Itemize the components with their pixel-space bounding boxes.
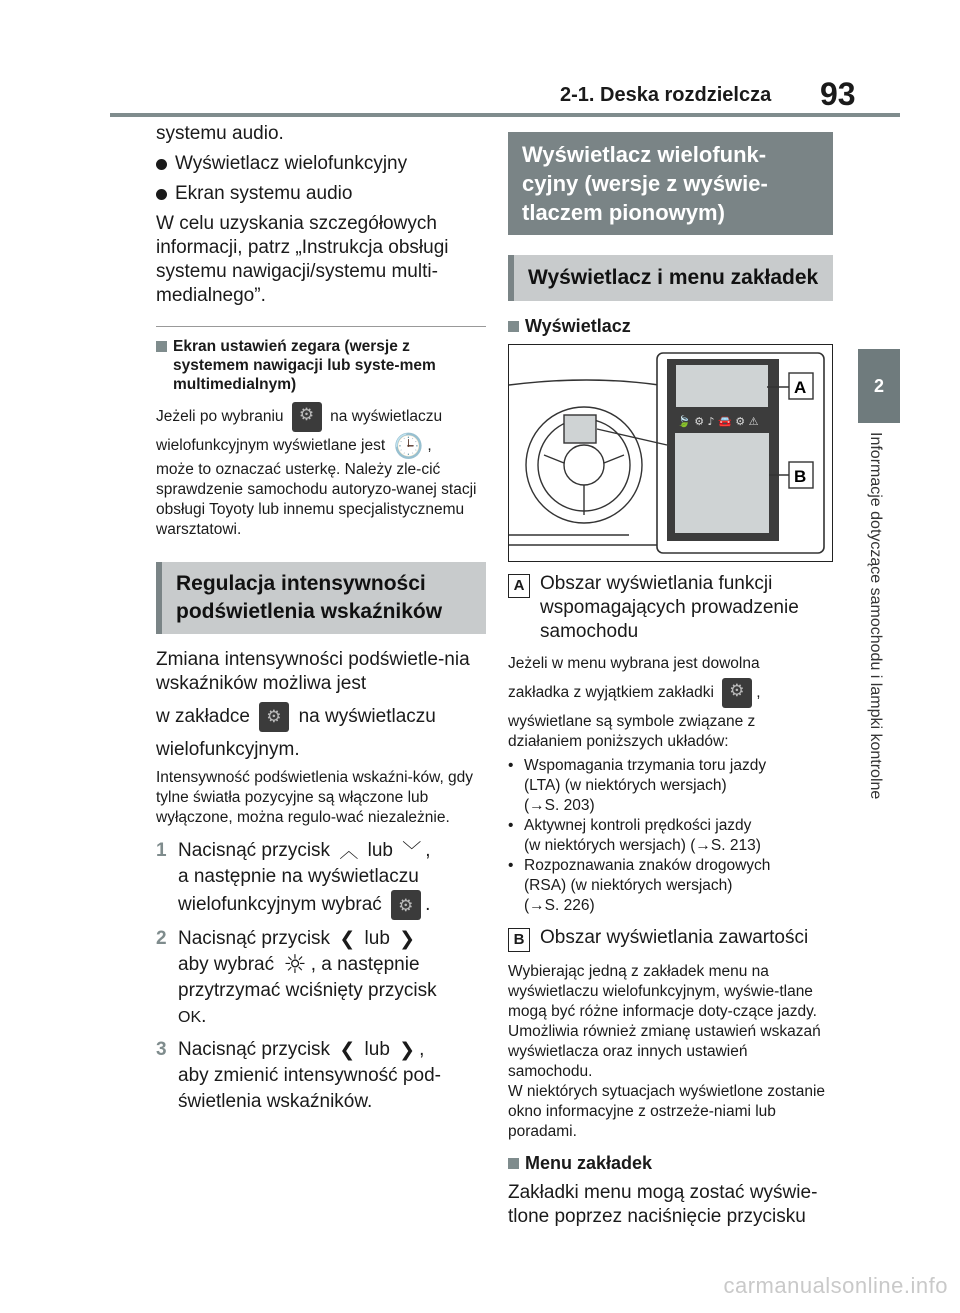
chevron-left-icon: ❮ xyxy=(339,1039,356,1062)
paragraph: wyświetlane są symbole związane z działaniem poniższych układów: xyxy=(508,713,756,750)
bullet-item: Wyświetlacz wielofunkcyjny xyxy=(156,152,486,176)
header-rule xyxy=(110,113,900,117)
clock-settings-icon: 🕒 xyxy=(393,432,424,460)
bullet-icon xyxy=(156,159,167,170)
step-2: 2 Nacisnąć przycisk ❮ lub ❯ aby wybrać ☼ , a następnie przytrzymać wciśnięty przycisk OK. xyxy=(156,928,437,1028)
paragraph: może to oznaczać usterkę. Należy zle-cić sprawdzenie samochodu autoryzo-wanej stacji obsługi Toyoty lub innemu specjalistycznemu warsztatowi. xyxy=(156,461,477,539)
paragraph: W celu uzyskania szczegółowych informacji, patrz „Instrukcja obsługi systemu nawigacji/systemu multi-medialnego”. xyxy=(156,213,449,306)
square-bullet-icon xyxy=(508,1158,519,1169)
paragraph: Intensywność podświetlenia wskaźni-ków, gdy tylne światła pozycyjne są włączone lub wyłączone, można regulo-wać niezależnie. xyxy=(156,769,474,827)
list-item: • Aktywnej kontroli prędkości jazdy xyxy=(508,817,752,834)
chevron-right-icon: ❯ xyxy=(399,1039,416,1062)
ok-button-label: OK xyxy=(178,1009,202,1027)
paragraph: Wybierając jedną z zakładek menu na wyświetlaczu wielofunkcyjnym, wyświe-tlane mogą być różne informacje doty-czące jazdy. Umożliwia również zmianę ustawień wskazań wyświetlacza oraz innych ustawień samochodu. xyxy=(508,963,821,1080)
subheading: Menu zakładek xyxy=(508,1154,833,1173)
subheading: Ekran ustawień zegara (wersje z systemem nawigacji lub syste-mem multimedialnym) xyxy=(156,337,486,394)
list-item: • Rozpoznawania znaków drogowych xyxy=(508,857,771,874)
item-a: A Obszar wyświetlania funkcji wspomagających prowadzenie samochodu xyxy=(508,572,833,644)
step-3: 3 Nacisnąć przycisk ❮ lub ❯ , aby zmienić intensywność pod-świetlenia wskaźników. xyxy=(156,1039,441,1113)
subheading: Wyświetlacz xyxy=(508,317,833,336)
settings-tab-icon xyxy=(259,702,289,732)
paragraph: systemu audio. xyxy=(156,123,284,144)
chevron-right-icon: ❯ xyxy=(399,928,416,951)
label-a: A xyxy=(508,574,530,598)
menu-tab-icons: 🍃 ⚙ ♪ 🚘 ⚙ ⚠ xyxy=(677,415,759,428)
paragraph: Jeżeli po wybraniu ⚙ na wyświetlaczu xyxy=(156,402,486,432)
paragraph: w zakładce ⚙ na wyświetlaczu xyxy=(156,702,486,732)
dashboard-illustration xyxy=(508,344,833,562)
callout-b: B xyxy=(794,467,807,486)
chevron-left-icon: ❮ xyxy=(339,928,356,951)
section-heading: Wyświetlacz wielofunk-cyjny (wersje z wyświe-tlaczem pionowym) xyxy=(508,132,833,235)
paragraph: Zmiana intensywności podświetle-nia wskaźników możliwa jest xyxy=(156,649,470,695)
square-bullet-icon xyxy=(156,341,167,352)
page-ref: (→S. 203) xyxy=(524,797,595,814)
list-item-cont: (LTA) (w niektórych wersjach) xyxy=(524,777,727,794)
driving-assist-tab-icon xyxy=(722,678,752,708)
item-b: B Obszar wyświetlania zawartości xyxy=(508,926,833,952)
paragraph: zakładka z wyjątkiem zakładki ⚙ , xyxy=(508,678,833,708)
bullet-item: Ekran systemu audio xyxy=(156,182,486,206)
callout-a: A xyxy=(794,378,807,397)
chevron-down-icon: ﹀ xyxy=(402,840,422,863)
paragraph: wielofunkcyjnym wyświetlane jest 🕒 , xyxy=(156,432,432,460)
page-number: 93 xyxy=(820,76,856,112)
right-column xyxy=(508,132,833,1235)
list-item-cont: (RSA) (w niektórych wersjach) xyxy=(524,877,733,894)
dashboard-drawing xyxy=(509,345,832,561)
subsection-heading: Wyświetlacz i menu zakładek xyxy=(508,255,833,301)
brightness-icon: ☼ xyxy=(283,950,307,981)
paragraph: Zakładki menu mogą zostać wyświe-tlone poprzez naciśnięcie przycisku xyxy=(508,1182,818,1227)
section-heading: Regulacja intensywności podświetlenia wskaźników xyxy=(156,562,486,634)
label-b: B xyxy=(508,928,530,952)
paragraph: wielofunkcyjnym. xyxy=(156,739,300,761)
settings-tab-icon xyxy=(292,402,322,432)
square-bullet-icon xyxy=(508,321,519,332)
chevron-up-icon: ︿ xyxy=(339,840,359,863)
paragraph: Jeżeli w menu wybrana jest dowolna xyxy=(508,655,760,672)
left-column xyxy=(156,122,486,1121)
chapter-title: Informacje dotyczące samochodu i lampki kontrolne xyxy=(867,432,884,800)
divider xyxy=(156,326,486,327)
list-item-cont: (w niektórych wersjach) (→S. 213) xyxy=(524,837,761,854)
section-title: 2-1. Deska rozdzielcza xyxy=(560,84,772,106)
settings-tab-icon xyxy=(391,890,421,920)
bullet-icon xyxy=(156,189,167,200)
chapter-tab: 2 xyxy=(858,349,900,423)
step-1: 1 Nacisnąć przycisk ︿ lub ﹀ , a następnie na wyświetlaczu wielofunkcyjnym wybrać ⚙ . xyxy=(156,838,486,920)
watermark: carmanualsonline.info xyxy=(723,1273,948,1298)
page-ref: (→S. 226) xyxy=(524,897,595,914)
list-item: • Wspomagania trzymania toru jazdy xyxy=(508,757,767,774)
paragraph: W niektórych sytuacjach wyświetlone zostanie okno informacyjne z ostrzeże-niami lub poradami. xyxy=(508,1083,826,1140)
